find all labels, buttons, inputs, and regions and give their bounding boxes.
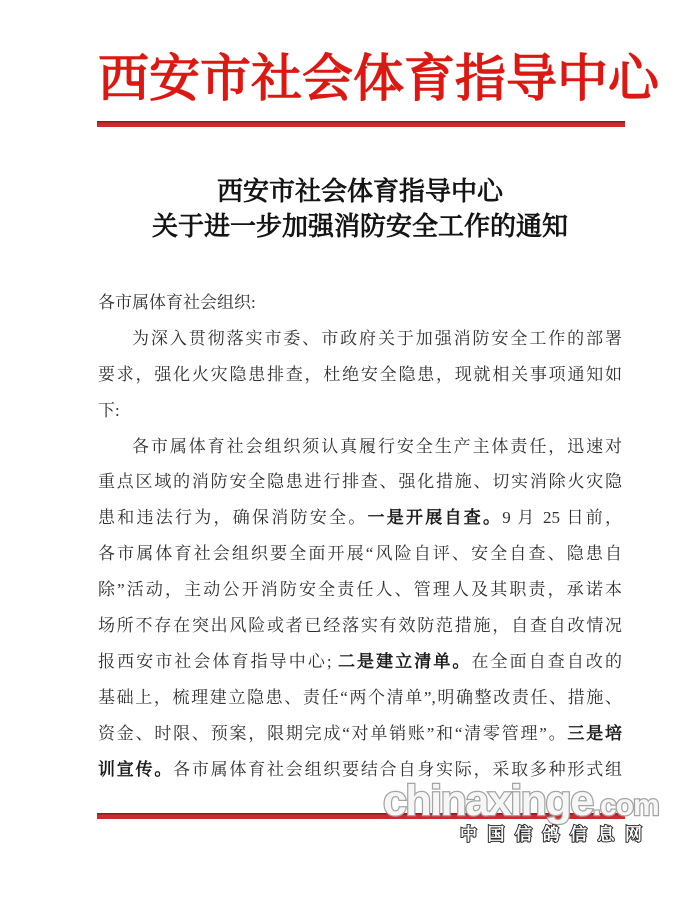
doc-title-line2: 关于进一步加强消防安全工作的通知	[151, 211, 568, 241]
bold-phrase-second-point: 二是建立清单。	[337, 651, 472, 671]
body-line: 除”活动，主动公开消防安全责任人、管理人及其职责，承诺本	[98, 580, 622, 600]
body-line: 各市属体育社会组织须认真履行安全生产主体责任，迅速对	[132, 436, 622, 456]
body-line: 重点区域的消防安全隐患进行排查、强化措施、切实消除火灾隐	[98, 472, 622, 492]
notice-body	[98, 285, 622, 787]
body-line: 基础上，梳理建立隐患、责任“两个清单”,明确整改责任、措施、	[98, 687, 622, 707]
bold-phrase-third-point-cont: 训宣传。	[98, 759, 174, 779]
body-line-salutation: 各市属体育社会组织:	[98, 293, 256, 312]
body-line: 资金、时限、预案，限期完成“对单销账”和“清零管理”。三是培	[98, 723, 622, 743]
watermark-site-text: chinaxinge	[383, 777, 593, 825]
body-line: 各市属体育社会组织要全面开展“风险自评、安全自查、隐患自	[98, 544, 622, 564]
watermark-tld-text: .com	[592, 789, 659, 822]
watermark-chinaxinge	[383, 777, 659, 825]
letterhead-rule	[97, 121, 625, 127]
bold-phrase-third-point: 三是培	[567, 723, 622, 743]
doc-title-line1: 西安市社会体育指导中心	[216, 177, 503, 206]
body-line: 训宣传。各市属体育社会组织要结合自身实际，采取多种形式组	[98, 759, 622, 779]
body-line: 为深入贯彻落实市委、市政府关于加强消防安全工作的部署	[132, 328, 622, 348]
doc-title	[98, 175, 622, 244]
body-line: 报西安市社会体育指导中心; 二是建立清单。在全面自查自改的	[98, 651, 622, 671]
body-line: 患和违法行为，确保消防安全。一是开展自查。9 月 25 日前，	[98, 508, 622, 528]
body-line: 下:	[98, 400, 120, 420]
body-line: 要求，强化火灾隐患排查，杜绝安全隐患，现就相关事项通知如	[98, 364, 622, 384]
letterhead-org-name: 西安市社会体育指导中心	[98, 52, 660, 108]
bold-phrase-first-point: 一是开展自查。	[367, 508, 503, 528]
body-line: 场所不存在突出风险或者已经落实有效防范措施，自查自改情况	[98, 616, 622, 636]
watermark-chinese-site-name: 中国信鸽信息网	[460, 825, 653, 844]
